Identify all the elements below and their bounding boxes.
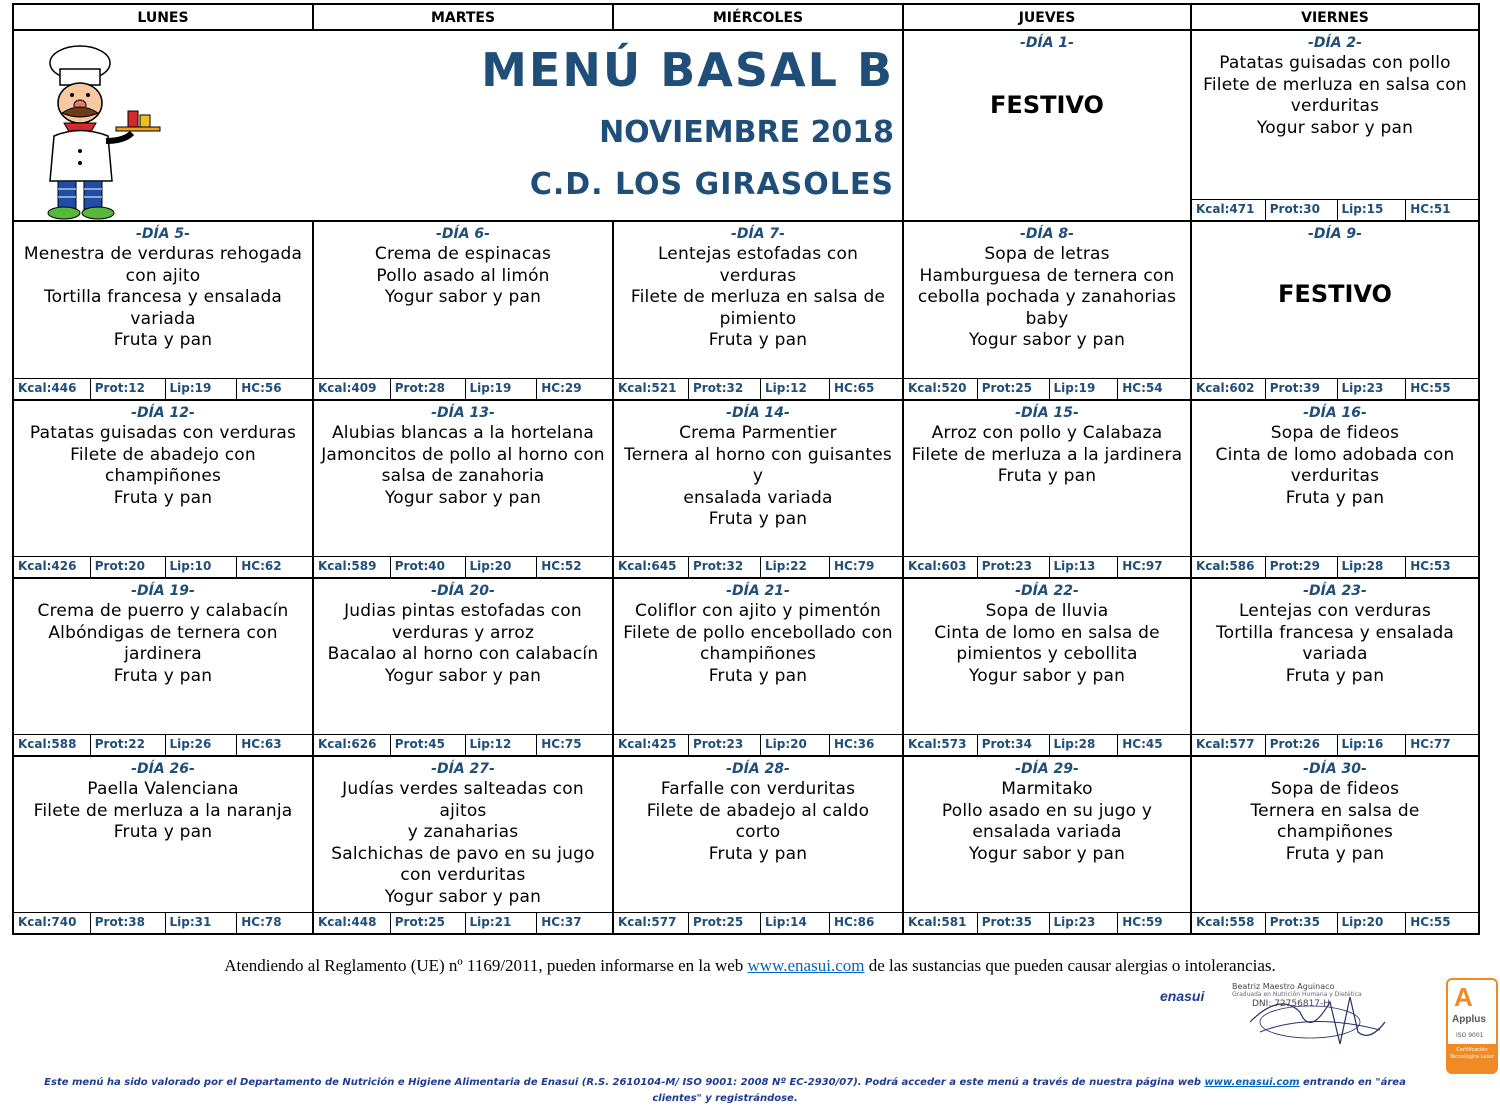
protein-value: Prot:12 [91, 379, 166, 399]
dish-list [18, 423, 308, 509]
dish-line: Fruta y pan [708, 509, 808, 529]
dish-list [618, 779, 898, 865]
menu-cell [312, 220, 614, 401]
enasui-link[interactable]: www.enasui.com [747, 956, 865, 975]
day-label: -DÍA 13- [431, 405, 495, 421]
protein-value: Prot:34 [978, 735, 1050, 755]
nutrition-row [314, 734, 612, 755]
carbs-value: HC:52 [541, 559, 582, 573]
dish-line: Yogur sabor y pan [384, 665, 542, 686]
nutrition-row [14, 912, 312, 933]
menu-month: NOVIEMBRE 2018 [599, 115, 894, 150]
kcal-value: Kcal:645 [614, 557, 689, 577]
kcal-value: Kcal:520 [904, 379, 978, 399]
kcal-value: Kcal:446 [14, 379, 91, 399]
protein-value: Prot:32 [689, 557, 761, 577]
menu-cell [12, 577, 314, 757]
day-label: -DÍA 2- [1308, 35, 1362, 51]
protein-value: Prot:32 [689, 379, 761, 399]
carbs-value: HC:75 [541, 737, 582, 751]
menu-cell [612, 577, 904, 757]
dish-line: Fruta y pan [708, 330, 808, 350]
dish-line: Fruta y pan [1285, 487, 1385, 508]
menu-cell [1190, 399, 1480, 579]
dish-line: pimiento [719, 308, 797, 329]
protein-value: Prot:23 [978, 557, 1050, 577]
day-label: -DÍA 30- [1303, 761, 1367, 777]
signature-block [1160, 982, 1400, 1052]
dish-list [908, 601, 1186, 687]
dish-line: Paella Valenciana [87, 779, 239, 799]
lipids-value: Lip:13 [1050, 557, 1119, 577]
day-label: -DÍA 9- [1308, 226, 1362, 242]
dish-line: Tortilla francesa y ensalada [43, 287, 283, 307]
day-label: -DÍA 23- [1303, 583, 1367, 599]
day-label: -DÍA 28- [726, 761, 790, 777]
dish-line: Sopa de letras [984, 244, 1110, 264]
carbs-value: HC:54 [1122, 381, 1163, 395]
dish-list [18, 601, 308, 687]
day-label: -DÍA 26- [131, 761, 195, 777]
protein-value: Prot:22 [91, 735, 166, 755]
dish-line: Yogur sabor y pan [968, 330, 1126, 350]
nutrition-row [614, 378, 902, 399]
dish-line: Pollo asado al limón [376, 265, 550, 286]
day-label: -DÍA 6- [436, 226, 490, 242]
menu-title: MENÚ BASAL B [481, 43, 894, 97]
kcal-value: Kcal:558 [1192, 913, 1266, 933]
dish-line: champiñones [699, 644, 817, 664]
dish-list [618, 244, 898, 352]
nutrition-row [314, 912, 612, 933]
lipids-value: Lip:20 [1338, 913, 1407, 933]
menu-cell [612, 399, 904, 579]
dish-line: corto [735, 822, 781, 842]
dish-line: Cinta de lomo en salsa de [934, 622, 1160, 643]
allergen-notice-text-end: de las sustancias que pueden causar alergias o intolerancias. [864, 956, 1276, 975]
dish-line: Fruta y pan [113, 822, 213, 842]
nutrition-row [1192, 199, 1478, 220]
protein-value: Prot:23 [689, 735, 761, 755]
festivo-label: FESTIVO [990, 91, 1104, 119]
nutrition-row [614, 912, 902, 933]
lipids-value: Lip:12 [466, 735, 538, 755]
lipids-value: Lip:19 [1050, 379, 1119, 399]
day-label: -DÍA 1- [1020, 35, 1074, 51]
dish-line: ensalada variada [683, 487, 833, 508]
kcal-value: Kcal:426 [14, 557, 91, 577]
kcal-value: Kcal:626 [314, 735, 391, 755]
dish-list [1196, 779, 1474, 865]
menu-cell [12, 755, 314, 935]
dish-line: Fruta y pan [113, 330, 213, 350]
nutrition-row [904, 734, 1190, 755]
lipids-value: Lip:10 [166, 557, 238, 577]
dish-line: Crema de puerro y calabacín [37, 601, 289, 621]
header-miercoles: MIÉRCOLES [612, 3, 904, 31]
nutrition-row [14, 734, 312, 755]
nutrition-row [14, 556, 312, 577]
carbs-value: HC:37 [541, 915, 582, 929]
protein-value: Prot:25 [391, 913, 466, 933]
menu-cell [312, 755, 614, 935]
dish-line: Lentejas con verduras [1238, 601, 1432, 621]
kcal-value: Kcal:588 [14, 735, 91, 755]
kcal-value: Kcal:589 [314, 557, 391, 577]
badge-standard: ISO 9001 [1456, 1032, 1484, 1039]
dish-line: Filete de merluza en salsa con [1203, 74, 1467, 95]
carbs-value: HC:29 [541, 381, 582, 395]
menu-cell [902, 577, 1192, 757]
carbs-value: HC:86 [834, 915, 875, 929]
protein-value: Prot:38 [91, 913, 166, 933]
carbs-value: HC:79 [834, 559, 875, 573]
signature-scribble [1240, 982, 1390, 1052]
protein-value: Prot:35 [1266, 913, 1338, 933]
dish-line: verduritas [1290, 466, 1380, 486]
dish-line: Fruta y pan [997, 466, 1097, 486]
dish-line: Jamoncitos de pollo al horno con [321, 444, 605, 465]
dish-line: pimientos y cebollita [956, 644, 1138, 664]
lipids-value: Lip:14 [761, 913, 830, 933]
dish-line: Patatas guisadas con verduras [29, 423, 297, 443]
dish-list [18, 779, 308, 844]
day-label: -DÍA 21- [726, 583, 790, 599]
protein-value: Prot:26 [1266, 735, 1338, 755]
protein-value: Prot:30 [1266, 200, 1338, 220]
dish-line: Arroz con pollo y Calabaza [931, 423, 1163, 443]
dish-line: Fruta y pan [113, 487, 213, 508]
protein-value: Prot:39 [1266, 379, 1338, 399]
day-label: -DÍA 5- [136, 226, 190, 242]
dish-line: Yogur sabor y pan [1256, 117, 1414, 138]
applus-brand: Applus [1452, 1014, 1486, 1025]
dish-line: Bacalao al horno con calabacín [327, 644, 599, 664]
nutrition-row [1192, 912, 1478, 933]
kcal-value: Kcal:603 [904, 557, 978, 577]
dish-line: Judías verdes salteadas con ajitos [342, 779, 584, 821]
dish-line: Yogur sabor y pan [384, 886, 542, 907]
dish-line: Yogur sabor y pan [384, 287, 542, 307]
day-label: -DÍA 27- [431, 761, 495, 777]
header-martes: MARTES [312, 3, 614, 31]
nutrition-row [904, 378, 1190, 399]
lipids-value: Lip:21 [466, 913, 538, 933]
menu-cell [612, 755, 904, 935]
protein-value: Prot:45 [391, 735, 466, 755]
dish-line: Ternera en salsa de [1250, 800, 1420, 821]
header-jueves: JUEVES [902, 3, 1192, 31]
lipids-value: Lip:20 [466, 557, 538, 577]
protein-value: Prot:40 [391, 557, 466, 577]
menu-cell [1190, 29, 1480, 222]
dish-line: Fruta y pan [1285, 665, 1385, 686]
day-label: -DÍA 16- [1303, 405, 1367, 421]
dish-line: champiñones [1276, 822, 1394, 842]
carbs-value: HC:59 [1122, 915, 1163, 929]
title-block [12, 29, 904, 222]
dish-list [1196, 601, 1474, 687]
dish-line: jardinera [124, 644, 202, 664]
lipids-value: Lip:16 [1338, 735, 1407, 755]
dish-line: Tortilla francesa y ensalada [1215, 622, 1455, 643]
dish-line: variada [130, 308, 196, 329]
dish-line: Albóndigas de ternera con [48, 622, 278, 643]
header-viernes: VIERNES [1190, 3, 1480, 31]
kcal-value: Kcal:425 [614, 735, 689, 755]
applus-a-icon: A [1454, 982, 1473, 1012]
kcal-value: Kcal:577 [614, 913, 689, 933]
carbs-value: HC:62 [241, 559, 282, 573]
festivo-label: FESTIVO [1278, 280, 1392, 308]
day-label: -DÍA 29- [1015, 761, 1079, 777]
nutrition-row [314, 378, 612, 399]
dish-line: Filete de pollo encebollado con [623, 622, 893, 643]
kcal-value: Kcal:581 [904, 913, 978, 933]
day-label: -DÍA 14- [726, 405, 790, 421]
carbs-value: HC:63 [241, 737, 282, 751]
protein-value: Prot:25 [689, 913, 761, 933]
chef-illustration [32, 41, 162, 221]
dish-line: Fruta y pan [708, 843, 808, 864]
dish-line: Filete de merluza a la naranja [33, 800, 293, 821]
nutrition-row [904, 556, 1190, 577]
lipids-value: Lip:15 [1338, 200, 1407, 220]
carbs-value: HC:45 [1122, 737, 1163, 751]
signer-name: Beatriz Maestro Aguinaco [1232, 982, 1335, 991]
dish-line: Ternera al horno con guisantes y [624, 444, 892, 486]
protein-value: Prot:35 [978, 913, 1050, 933]
nutrition-row [1192, 734, 1478, 755]
dish-line: Cinta de lomo adobada con [1215, 444, 1455, 465]
menu-cell [902, 220, 1192, 401]
dish-list [318, 423, 608, 509]
dish-line: Hamburguesa de ternera con [919, 265, 1175, 286]
dish-list [908, 423, 1186, 488]
dish-line: y zanaharias [407, 822, 519, 842]
lipids-value: Lip:31 [166, 913, 238, 933]
dish-line: Yogur sabor y pan [968, 665, 1126, 686]
dish-line: Sopa de fideos [1270, 779, 1400, 799]
kcal-value: Kcal:471 [1192, 200, 1266, 220]
kcal-value: Kcal:586 [1192, 557, 1266, 577]
menu-cell [902, 29, 1192, 222]
dish-line: con verduritas [400, 865, 526, 885]
day-label: -DÍA 15- [1015, 405, 1079, 421]
carbs-value: HC:55 [1410, 915, 1451, 929]
nutrition-row [14, 378, 312, 399]
protein-value: Prot:28 [391, 379, 466, 399]
day-label: -DÍA 8- [1020, 226, 1074, 242]
menu-cell [1190, 755, 1480, 935]
carbs-value: HC:97 [1122, 559, 1163, 573]
dish-line: Filete de abadejo con [70, 444, 256, 465]
dish-line: Fruta y pan [113, 665, 213, 686]
dish-line: Yogur sabor y pan [968, 843, 1126, 864]
protein-value: Prot:20 [91, 557, 166, 577]
day-label: -DÍA 19- [131, 583, 195, 599]
nutrition-row [614, 734, 902, 755]
dish-line: salsa de zanahoria [381, 466, 545, 486]
nutrition-row [1192, 556, 1478, 577]
menu-cell [312, 399, 614, 579]
carbs-value: HC:65 [834, 381, 875, 395]
kcal-value: Kcal:577 [1192, 735, 1266, 755]
menu-cell [1190, 220, 1480, 401]
dish-line: baby [1025, 308, 1069, 329]
dish-line: Coliflor con ajito y pimentón [635, 601, 881, 621]
lipids-value: Lip:26 [166, 735, 238, 755]
dish-list [18, 244, 308, 352]
kcal-value: Kcal:573 [904, 735, 978, 755]
enasui-logo: enasui [1160, 988, 1205, 1004]
dish-line: Patatas guisadas con pollo [1219, 53, 1451, 73]
menu-cell [1190, 577, 1480, 757]
dish-line: Sopa de fideos [1270, 423, 1400, 443]
dish-list [318, 244, 608, 309]
footer-note [20, 1075, 1430, 1107]
protein-value: Prot:29 [1266, 557, 1338, 577]
dish-line: Yogur sabor y pan [384, 487, 542, 508]
dish-line: Menestra de verduras rehogada [23, 244, 303, 264]
protein-value: Prot:25 [978, 379, 1050, 399]
kcal-value: Kcal:602 [1192, 379, 1266, 399]
lipids-value: Lip:19 [466, 379, 538, 399]
kcal-value: Kcal:521 [614, 379, 689, 399]
footer-text-end: entrando en "área [1299, 1077, 1406, 1088]
carbs-value: HC:77 [1410, 737, 1451, 751]
lipids-value: Lip:20 [761, 735, 830, 755]
carbs-value: HC:78 [241, 915, 282, 929]
dish-line: Farfalle con verduritas [660, 779, 856, 799]
footer-line-1 [20, 1075, 1430, 1091]
nutrition-row [614, 556, 902, 577]
lipids-value: Lip:23 [1050, 913, 1119, 933]
kcal-value: Kcal:448 [314, 913, 391, 933]
menu-cell [12, 220, 314, 401]
dish-line: con ajito [125, 265, 201, 286]
day-label: -DÍA 22- [1015, 583, 1079, 599]
menu-cell [902, 755, 1192, 935]
menu-cell [612, 220, 904, 401]
dish-line: Salchichas de pavo en su jugo [331, 843, 595, 864]
certification-badge [1446, 978, 1498, 1074]
dish-line: variada [1302, 644, 1368, 664]
dish-list [908, 244, 1186, 352]
dish-list [1196, 423, 1474, 509]
dish-list [618, 601, 898, 687]
kcal-value: Kcal:409 [314, 379, 391, 399]
day-label: -DÍA 12- [131, 405, 195, 421]
dish-line: champiñones [104, 466, 222, 486]
carbs-value: HC:55 [1410, 381, 1451, 395]
dish-line: Crema de espinacas [374, 244, 552, 264]
allergen-notice [0, 956, 1500, 976]
menu-cell [312, 577, 614, 757]
dish-list [1196, 53, 1474, 139]
dish-list [618, 423, 898, 531]
dish-list [908, 779, 1186, 865]
nutrition-row [1192, 378, 1478, 399]
dish-line: Fruta y pan [1285, 843, 1385, 864]
nutrition-row [314, 556, 612, 577]
dish-line: verduras y arroz [391, 622, 535, 643]
dish-list [318, 601, 608, 687]
dish-line: ensalada variada [972, 822, 1122, 842]
carbs-value: HC:36 [834, 737, 875, 751]
lipids-value: Lip:22 [761, 557, 830, 577]
signer-role: Graduada en Nutrición Humana y Dietética [1232, 991, 1362, 998]
lipids-value: Lip:28 [1050, 735, 1119, 755]
footer-text: Este menú ha sido valorado por el Departamento de Nutrición e Higiene Alimentaria de Enasui (R.S. 2610104-M/ ISO 9001: 2008 Nº EC-2930/07). Podrá acceder a este menú a través de nuestra página web [44, 1077, 1205, 1088]
dish-line: Judias pintas estofadas con [344, 601, 582, 621]
signer-dni: DNI: 72756817-H [1252, 999, 1331, 1009]
dish-line: Pollo asado en su jugo y [941, 800, 1153, 821]
dish-line: Fruta y pan [708, 665, 808, 686]
lipids-value: Lip:12 [761, 379, 830, 399]
header-lunes: LUNES [12, 3, 314, 31]
carbs-value: HC:51 [1410, 202, 1451, 216]
nutrition-row [904, 912, 1190, 933]
day-label: -DÍA 7- [731, 226, 785, 242]
dish-line: Marmitako [1001, 779, 1093, 799]
dish-line: Filete de abadejo al caldo [646, 800, 870, 821]
dish-line: Crema Parmentier [679, 423, 837, 443]
dish-line: Lentejas estofadas con verduras [657, 244, 859, 286]
badge-caption: Certificación Tecnológica Laser [1448, 1044, 1496, 1072]
dish-line: Filete de merluza en salsa de [630, 287, 886, 307]
lipids-value: Lip:19 [166, 379, 238, 399]
dish-line: Filete de merluza a la jardinera [911, 444, 1183, 465]
menu-cell [12, 399, 314, 579]
dish-line: Alubias blancas a la hortelana [331, 423, 595, 443]
menu-center: C.D. LOS GIRASOLES [529, 167, 894, 202]
allergen-notice-text: Atendiendo al Reglamento (UE) nº 1169/2011, pueden informarse en la web [224, 956, 748, 975]
carbs-value: HC:53 [1410, 559, 1451, 573]
lipids-value: Lip:28 [1338, 557, 1407, 577]
dish-line: verduritas [1290, 96, 1380, 116]
dish-list [318, 779, 608, 908]
carbs-value: HC:56 [241, 381, 282, 395]
day-label: -DÍA 20- [431, 583, 495, 599]
footer-line-2: clientes" y registrándose. [652, 1093, 798, 1104]
lipids-value: Lip:23 [1338, 379, 1407, 399]
menu-cell [902, 399, 1192, 579]
footer-enasui-link[interactable]: www.enasui.com [1204, 1077, 1300, 1088]
dish-line: Sopa de lluvia [985, 601, 1109, 621]
kcal-value: Kcal:740 [14, 913, 91, 933]
dish-line: cebolla pochada y zanahorias [917, 287, 1177, 307]
